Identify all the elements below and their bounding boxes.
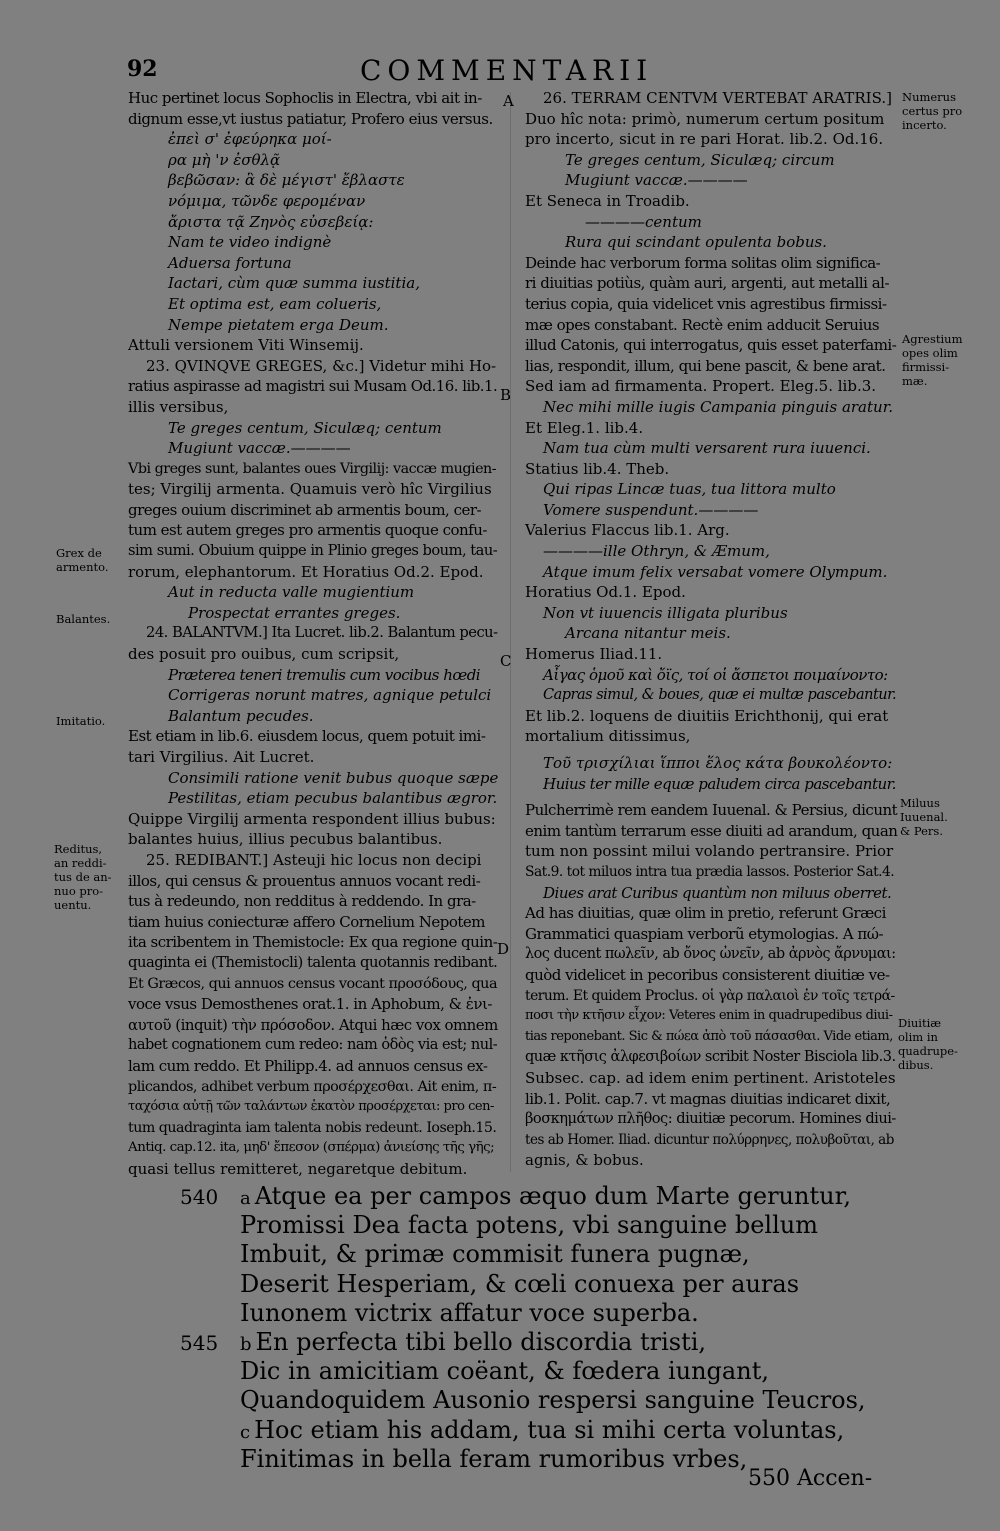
verse-text: Dic in amicitiam coëant, & fœdera iungant, — [240, 1357, 769, 1386]
text-line: Nam tua cùm multi versarent rura iuuenci. — [543, 439, 871, 458]
verse-line — [180, 1270, 866, 1299]
text-line: ratius aspirasse ad magistri sui Musam Od.16. lib.1. — [128, 377, 498, 396]
text-line: Atque imum felix versabat vomere Olympum. — [543, 562, 888, 581]
verse-line — [180, 1240, 866, 1269]
text-line: illud Catonis, qui interrogatus, quis esset paterfami- — [525, 336, 897, 355]
verse-block — [180, 1182, 866, 1474]
margin-line: Iuuenal. — [900, 810, 948, 824]
note-key: b — [240, 1333, 252, 1355]
verse-text: Hoc etiam his addam, tua si mihi certa voluntas, — [254, 1415, 845, 1444]
text-line: tari Virgilius. Ait Lucret. — [128, 748, 315, 766]
line-number: 540 — [180, 1185, 219, 1209]
text-line: Est etiam in lib.6. eiusdem locus, quem potuit imi- — [128, 727, 486, 746]
text-line: 24. BALANTVM.] Ita Lucret. lib.2. Balantum pecu- — [146, 624, 498, 642]
catchword: 550 Accen- — [748, 1466, 873, 1491]
margin-line: & Pers. — [900, 824, 943, 838]
text-line: ποσι τὴν κτῆσιν εἶχον: Veteres enim in quadrupedibus diui- — [525, 1008, 893, 1024]
verse-line — [180, 1211, 866, 1240]
margin-note-diuitiae — [898, 1016, 958, 1072]
text-line: rorum, elephantorum. Et Horatius Od.2. Epod. — [128, 562, 484, 581]
text-line: quòd videlicet in pecoribus consisterent diuitiæ ve- — [525, 965, 890, 984]
text-line: tes ab Homer. Iliad. dicuntur πολύρρηνες, πολυβοῦται, ab — [525, 1131, 894, 1148]
verse-text: En perfecta tibi bello discordia tristi, — [255, 1327, 707, 1356]
section-marker-c: C — [500, 652, 512, 670]
text-line: Huius ter mille equæ paludem circa pascebantur. — [543, 774, 896, 793]
text-line: βοσκημάτων πλῆθος: diuitiæ pecorum. Homines diui- — [525, 1110, 896, 1128]
margin-line: nuo pro- — [54, 884, 104, 898]
text-line: Aut in reducta valle mugientium — [168, 583, 415, 602]
margin-line: Diuitiæ — [898, 1016, 942, 1030]
text-line: ἐπεὶ σ' ἐφεύρηκα μοί- — [168, 130, 332, 149]
verse-text: Promissi Dea facta potens, vbi sanguine bellum — [240, 1211, 818, 1240]
verse-line — [180, 1386, 866, 1415]
text-line: 26. TERRAM CENTVM VERTEBAT ARATRIS.] — [543, 89, 892, 107]
verse-text: Imbuit, & primæ commisit funera pugnæ, — [240, 1240, 750, 1269]
text-line: voce vsus Demosthenes orat.1. in Aphobum, & ἐνι- — [128, 995, 492, 1014]
margin-line: tus de an- — [54, 870, 112, 884]
text-line: Mugiunt vaccæ.———— — [565, 171, 748, 190]
text-line: des posuit pro ouibus, cum scripsit, — [128, 645, 400, 664]
text-line: tum est autem greges pro armentis quoque confu- — [128, 521, 487, 540]
margin-line: Reditus, — [54, 842, 103, 856]
text-line: Grammatici quaspiam verborũ etymologias. A πώ- — [525, 924, 884, 943]
text-line: Valerius Flaccus lib.1. Arg. — [525, 521, 730, 540]
verse-line — [180, 1182, 866, 1211]
margin-line: uentu. — [54, 898, 92, 912]
text-line: pro incerto, sicut in re pari Horat. lib.2. Od.16. — [525, 130, 884, 149]
text-line: ————centum — [585, 212, 702, 231]
verse-text: Iunonem victrix affatur voce superba. — [240, 1298, 699, 1327]
text-line: ταχόσια αὐτῇ τῶν ταλάντων ἑκατὸν προσέρχεται: pro cen- — [128, 1099, 494, 1115]
text-line: νόμιμα, τῶνδε φερομέναν — [168, 191, 366, 210]
text-line: sim sumi. Obuium quippe in Plinio greges boum, tau- — [128, 542, 498, 560]
margin-line: an reddi- — [54, 856, 107, 870]
margin-line: firmissi- — [902, 360, 950, 374]
text-line: tes; Virgilij armenta. Quamuis verò hîc Virgilius — [128, 480, 492, 499]
text-line: Te greges centum, Siculæq; centum — [168, 418, 442, 437]
text-line: tiam huius coniecturæ affero Cornelium Nepotem — [128, 912, 486, 931]
text-line: Vbi greges sunt, balantes oues Virgilij: vaccæ mugien- — [128, 460, 497, 477]
running-title: COMMENTARII — [360, 54, 654, 87]
margin-line: opes olim — [902, 346, 958, 360]
text-line: Statius lib.4. Theb. — [525, 459, 670, 478]
text-line: lib.1. Polit. cap.7. vt magnas diuitias indicaret dixit, — [525, 1089, 891, 1108]
text-line: Diues arat Curibus quantùm non miluus oberret. — [543, 883, 892, 902]
margin-note-balantes — [56, 612, 110, 626]
margin-note-agrestium — [902, 332, 962, 388]
margin-line: quadrupe- — [898, 1044, 958, 1058]
text-line: Subsec. cap. ad idem enim pertinent. Aristoteles — [525, 1068, 896, 1087]
right-column — [525, 88, 897, 1171]
line-number: 545 — [180, 1330, 219, 1355]
text-line: λος ducent πωλεῖν, ab ὄνος ὠνεῖν, ab ἀρνὸς ἄρνυμαι: — [525, 946, 896, 963]
text-line: terum. Et quidem Proclus. οἱ γὰρ παλαιοὶ ἐν τοῖς τετρά- — [525, 987, 895, 1004]
text-line: Et Græcos, qui annuos census vocant προσόδους, qua — [128, 975, 498, 992]
margin-line: dibus. — [898, 1058, 934, 1072]
section-marker-b: B — [500, 386, 512, 404]
section-marker-d: D — [497, 940, 510, 958]
text-line: agnis, & bobus. — [525, 1151, 644, 1170]
text-line: Pulcherrimè rem eandem Iuuenal. & Persius, dicunt — [525, 801, 898, 820]
text-line: ρα μὴ 'ν ἐσθλᾷ — [168, 150, 281, 169]
text-line: Horatius Od.1. Epod. — [525, 583, 686, 602]
note-key: a — [240, 1188, 251, 1209]
text-line: Antiq. cap.12. ita, μηδ' ἔπεσον (σπέρμα) ἀνιείσης τῆς γῆς; — [128, 1140, 495, 1156]
text-line: Duo hîc nota: primò, numerum certum positum — [525, 109, 885, 128]
text-line: illos, qui census & prouentus annuos vocant redi- — [128, 871, 481, 890]
text-line: Præterea teneri tremulis cum vocibus hœdi — [168, 665, 481, 684]
text-line: Τοῦ τρισχίλιαι ἵπποι ἕλος κάτα βουκολέοντο: — [543, 754, 893, 772]
text-line: Ad has diuitias, quæ olim in pretio, referunt Græci — [525, 904, 886, 923]
text-line: Consimili ratione venit bubus quoque sæpe — [168, 768, 499, 787]
text-line: habet cognationem cum redeo: nam ὁδὸς via est; nul- — [128, 1037, 498, 1054]
text-line: Αἶγας ὁμοῦ καὶ ὄϊς, τοί οἱ ἄσπετοι ποιμαίνοντο: — [543, 665, 888, 684]
text-line: balantes huius, illius pecubus balantibus. — [128, 830, 443, 849]
text-line: ri diuitias potiùs, quàm auri, argenti, aut metalli al- — [525, 274, 890, 293]
text-line: quaginta ei (Themistocli) talenta quotannis redibant. — [128, 953, 498, 971]
text-line: Sat.9. tot miluos intra tua prædia lassos. Posterior Sat.4. — [525, 863, 895, 880]
text-line: Arcana nitantur meis. — [565, 624, 731, 643]
note-key: c — [240, 1421, 251, 1443]
text-line: Quippe Virgilij armenta respondent illius bubus: — [128, 809, 496, 828]
margin-note-miluus — [900, 796, 948, 838]
text-line: Homerus Iliad.11. — [525, 645, 663, 664]
left-column — [128, 88, 498, 1179]
column-divider — [510, 92, 511, 1172]
text-line: Nec mihi mille iugis Campania pinguis aratur. — [543, 397, 893, 416]
verse-line — [180, 1328, 866, 1357]
section-marker-a: A — [503, 92, 514, 110]
text-line: ————ille Othryn, & Æmum, — [543, 542, 770, 561]
margin-line: armento. — [56, 560, 109, 574]
text-line: lias, respondit, illum, qui bene pascit, & bene arat. — [525, 356, 886, 375]
text-line: Nam te video indignè — [168, 233, 332, 252]
text-line: terius copia, quia videlicet vnis agrestibus firmissi- — [525, 294, 887, 313]
text-line: Attuli versionem Viti Winsemij. — [128, 336, 364, 355]
text-line: Te greges centum, Siculæq; circum — [565, 150, 835, 169]
margin-note-reditus — [54, 842, 112, 912]
text-line: ἄριστα τᾷ Ζηνὸς εὐσεβείᾳ: — [168, 212, 374, 231]
text-line: plicandos, adhibet verbum προσέρχεσθαι. Ait enim, π- — [128, 1078, 497, 1095]
verse-line — [180, 1357, 866, 1386]
text-line: Huc pertinet locus Sophoclis in Electra, vbi ait in- — [128, 89, 482, 107]
text-line: ita scribentem in Themistocle: Ex qua regione quin- — [128, 933, 498, 952]
text-line: lam cum reddo. Et Philipp.4. ad annuos census ex- — [128, 1056, 488, 1075]
text-line: quasi tellus remitteret, negaretque debitum. — [128, 1159, 468, 1178]
text-line: Pestilitas, etiam pecubus balantibus ægror. — [168, 789, 498, 808]
text-line: quæ κτῆσις ἀλφεσιβοίων scribit Noster Bisciola lib.3. — [525, 1049, 896, 1066]
text-line: Nempe pietatem erga Deum. — [168, 315, 389, 334]
text-line: Et Eleg.1. lib.4. — [525, 418, 644, 437]
text-line: Corrigeras norunt matres, agnique petulci — [168, 686, 492, 705]
text-line: tias reponebant. Sic & πώεα ἀπὸ τοῦ πάσασθαι. Vide etiam, — [525, 1028, 893, 1044]
verse-line — [180, 1299, 866, 1328]
text-line: tum non possint milui volando pertransire. Prior — [525, 842, 894, 861]
text-line: Aduersa fortuna — [168, 253, 292, 272]
text-line: mæ opes constabant. Rectè enim adducit Seruius — [525, 315, 880, 334]
text-line: greges ouium discriminet ab armentis boum, cer- — [128, 500, 482, 519]
margin-note-numerus — [902, 90, 962, 132]
margin-note-grex — [56, 546, 108, 574]
margin-line: olim in — [898, 1030, 938, 1044]
text-line: Capras simul, & boues, quæ ei multæ pascebantur. — [543, 687, 897, 704]
margin-line: incerto. — [902, 118, 947, 132]
margin-line: mæ. — [902, 374, 928, 388]
text-line: 23. QVINQVE GREGES, &c.] Videtur mihi Ho- — [146, 356, 497, 375]
margin-line: Grex de — [56, 546, 102, 560]
margin-line: certus pro — [902, 104, 963, 118]
text-line: Mugiunt vaccæ.———— — [168, 439, 351, 458]
page-number: 92 — [127, 56, 158, 82]
text-line: Et Seneca in Troadib. — [525, 191, 690, 210]
margin-line: Balantes. — [56, 612, 111, 626]
text-line: Sed iam ad firmamenta. Propert. Eleg.5. lib.3. — [525, 377, 877, 396]
verse-text: Deserit Hesperiam, & cœli conuexa per auras — [240, 1269, 800, 1298]
text-line: Rura qui scindant opulenta bobus. — [565, 233, 827, 252]
verse-text: Finitimas in bella feram rumoribus vrbes, — [240, 1444, 748, 1473]
text-line: Et optima est, eam colueris, — [168, 294, 382, 313]
text-line: 25. REDIBANT.] Asteuji hic locus non decipi — [146, 850, 482, 869]
text-line: tum quadraginta iam talenta nobis redeunt. Ioseph.15. — [128, 1119, 497, 1136]
margin-note-imitatio — [56, 714, 105, 728]
margin-line: Miluus — [900, 796, 940, 810]
text-line: βεβῶσαν: ἃ δὲ μέγιστ' ἔβλαστε — [168, 171, 405, 190]
margin-line: Numerus — [902, 90, 956, 104]
margin-line: Agrestium — [902, 332, 963, 346]
verse-line — [180, 1416, 866, 1445]
text-line: Balantum pecudes. — [168, 706, 314, 725]
text-line: illis versibus, — [128, 397, 229, 416]
text-line: Iactari, cùm quæ summa iustitia, — [168, 274, 420, 293]
text-line: αυτοῦ (inquit) τὴν πρόσοδον. Atqui hæc vox omnem — [128, 1015, 498, 1034]
text-line: mortalium ditissimus, — [525, 727, 691, 746]
text-line: dignum esse,vt iustus patiatur, Profero eius versus. — [128, 109, 493, 128]
text-line: enim tantùm terrarum esse diuiti ad arandum, quan — [525, 821, 898, 840]
text-line: Deinde hac verborum forma solitas olim significa- — [525, 253, 881, 272]
page-header — [0, 56, 1000, 86]
text-line: tus à redeundo, non redditus à reddendo. In gra- — [128, 892, 476, 911]
text-line: Vomere suspendunt.———— — [543, 500, 759, 519]
text-line: Qui ripas Lincæ tuas, tua littora multo — [543, 480, 836, 499]
margin-line: Imitatio. — [56, 714, 106, 728]
verse-text: Atque ea per campos æquo dum Marte geruntur, — [254, 1182, 852, 1210]
text-line: Prospectat errantes greges. — [188, 603, 401, 622]
verse-text: Quandoquidem Ausonio respersi sanguine Teucros, — [240, 1386, 866, 1415]
text-line: Non vt iuuencis illigata pluribus — [543, 603, 788, 622]
text-line: Et lib.2. loquens de diuitiis Erichthonij, qui erat — [525, 706, 889, 725]
